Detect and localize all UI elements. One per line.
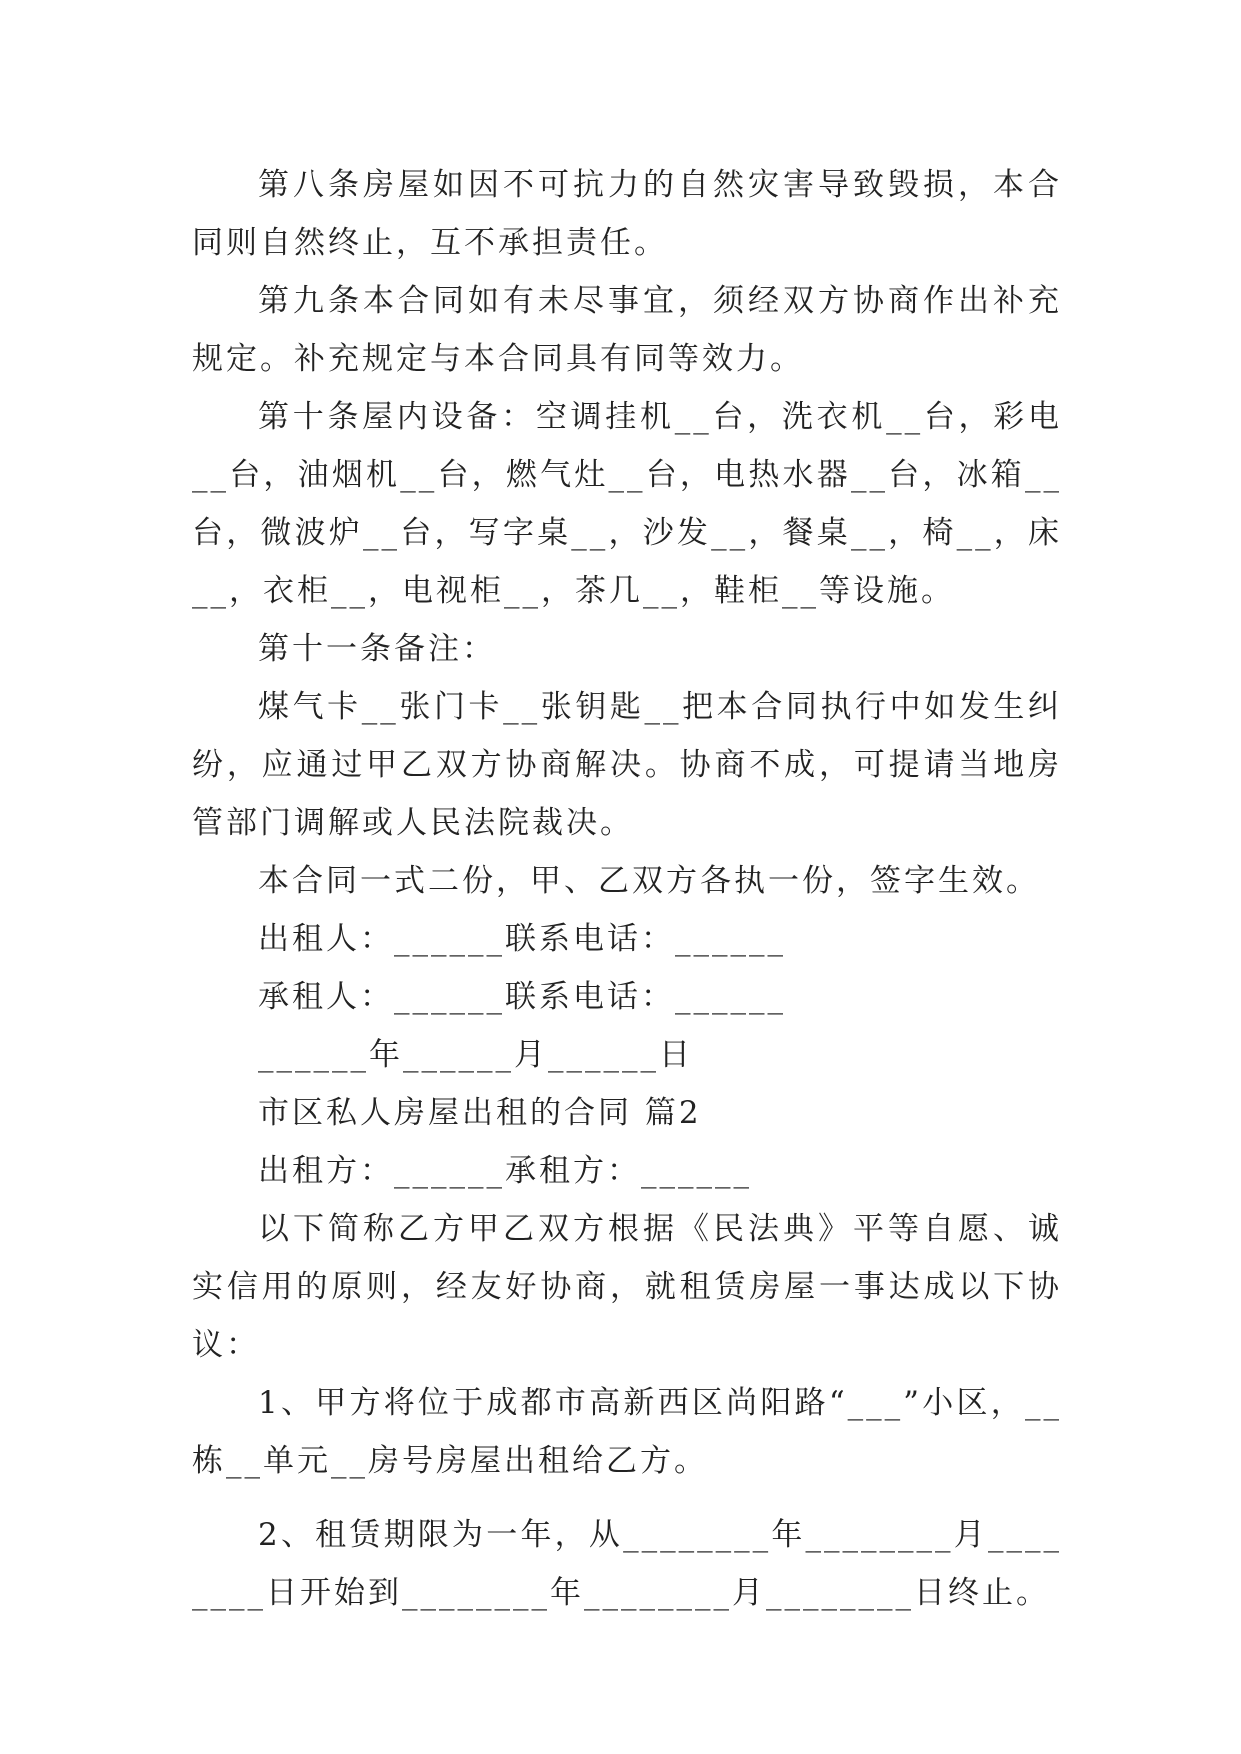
document-body	[192, 156, 1062, 1622]
article-10-equipment-paragraph: 第十条屋内设备：空调挂机__台，洗衣机__台，彩电__台，油烟机__台，燃气灶__台，电热水器__台，冰箱__台，微波炉__台，写字桌__，沙发__，餐桌__，椅__，床__，衣柜__，电视柜__，茶几__，鞋柜__等设施。	[192, 399, 1062, 609]
lessor-signature-line: 出租人：______联系电话：______	[258, 921, 786, 957]
lessee-signature-line: 承租人：______联系电话：______	[258, 979, 786, 1015]
article-11-remarks-heading: 第十一条备注：	[258, 631, 496, 667]
copies-paragraph: 本合同一式二份，甲、乙双方各执一份，签字生效。	[258, 863, 1040, 899]
parties-line: 出租方：______承租方：______	[258, 1153, 752, 1189]
preamble-paragraph: 以下简称乙方甲乙双方根据《民法典》平等自愿、诚实信用的原则，经友好协商，就租赁房屋一事达成以下协议：	[192, 1211, 1062, 1363]
clause-1-paragraph: 1、甲方将位于成都市高新西区尚阳路“___”小区，__栋__单元__房号房屋出租给乙方。	[192, 1385, 1062, 1479]
article-9-paragraph: 第九条本合同如有未尽事宜，须经双方协商作出补充规定。补充规定与本合同具有同等效力。	[192, 283, 1062, 377]
date-line: ______年______月______日	[258, 1037, 693, 1073]
section-title-part-2: 市区私人房屋出租的合同 篇2	[258, 1095, 702, 1131]
remarks-paragraph: 煤气卡__张门卡__张钥匙__把本合同执行中如发生纠纷，应通过甲乙双方协商解决。协商不成，可提请当地房管部门调解或人民法院裁决。	[192, 689, 1062, 841]
clause-2-paragraph: 2、租赁期限为一年，从________年________月________日开始到________年________月________日终止。	[192, 1517, 1062, 1611]
article-8-paragraph: 第八条房屋如因不可抗力的自然灾害导致毁损，本合同则自然终止，互不承担责任。	[192, 167, 1062, 261]
